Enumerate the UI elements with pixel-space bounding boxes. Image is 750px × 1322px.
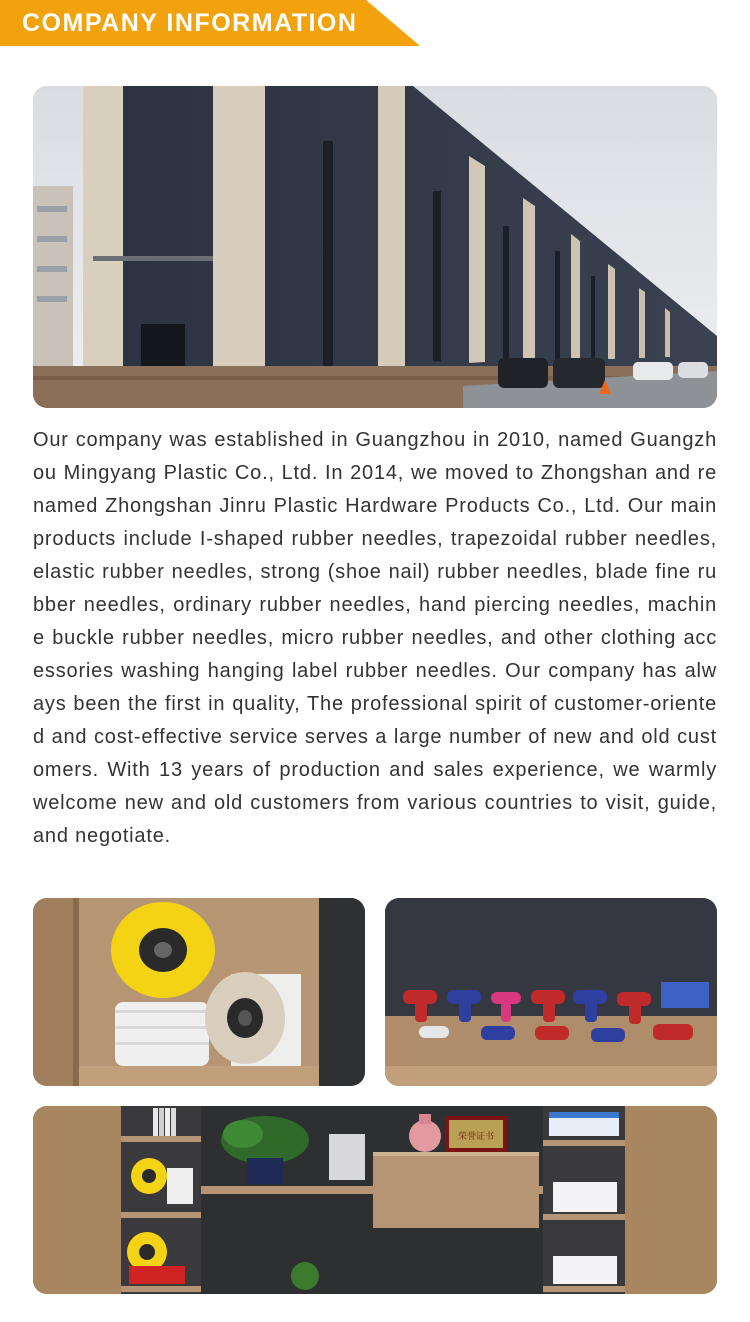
section-title: COMPANY INFORMATION [22,9,358,37]
factory-building-photo [33,86,717,408]
tag-pin-spools-photo [33,898,365,1086]
product-display-cabinet-image [33,1106,717,1294]
tagging-guns-image [385,898,717,1086]
company-description: Our company was established in Guangzhou in 2010, named Guangzhou Mingyang Plastic Co., Ltd. In 2014, we moved to Zhongshan and renamed Zhongshan Jinru Plastic Hardware Products Co., Ltd. Our main products include I-shaped rubber needles, trapezoidal rubber needles, elastic rubber needles, strong (shoe nail) rubber needles, blade fine rubber needles, ordinary rubber needles, hand piercing needles, machine buckle rubber needles, micro rubber needles, and other clothing accessories washing hanging label rubber needles. Our company has always been the first in quality, The professional spirit of customer-oriented and cost-effective service serves a large number of new and old customers. With 13 years of production and sales experience, we warmly welcome new and old customers from various countries to visit, guide, and negotiate. [33,429,717,847]
factory-building-image [33,86,717,408]
certificate-label: 荣誉证书 [457,1132,495,1142]
product-display-cabinet-photo [33,1106,717,1294]
tag-pin-spools-image [33,898,365,1086]
tagging-guns-photo [385,898,717,1086]
